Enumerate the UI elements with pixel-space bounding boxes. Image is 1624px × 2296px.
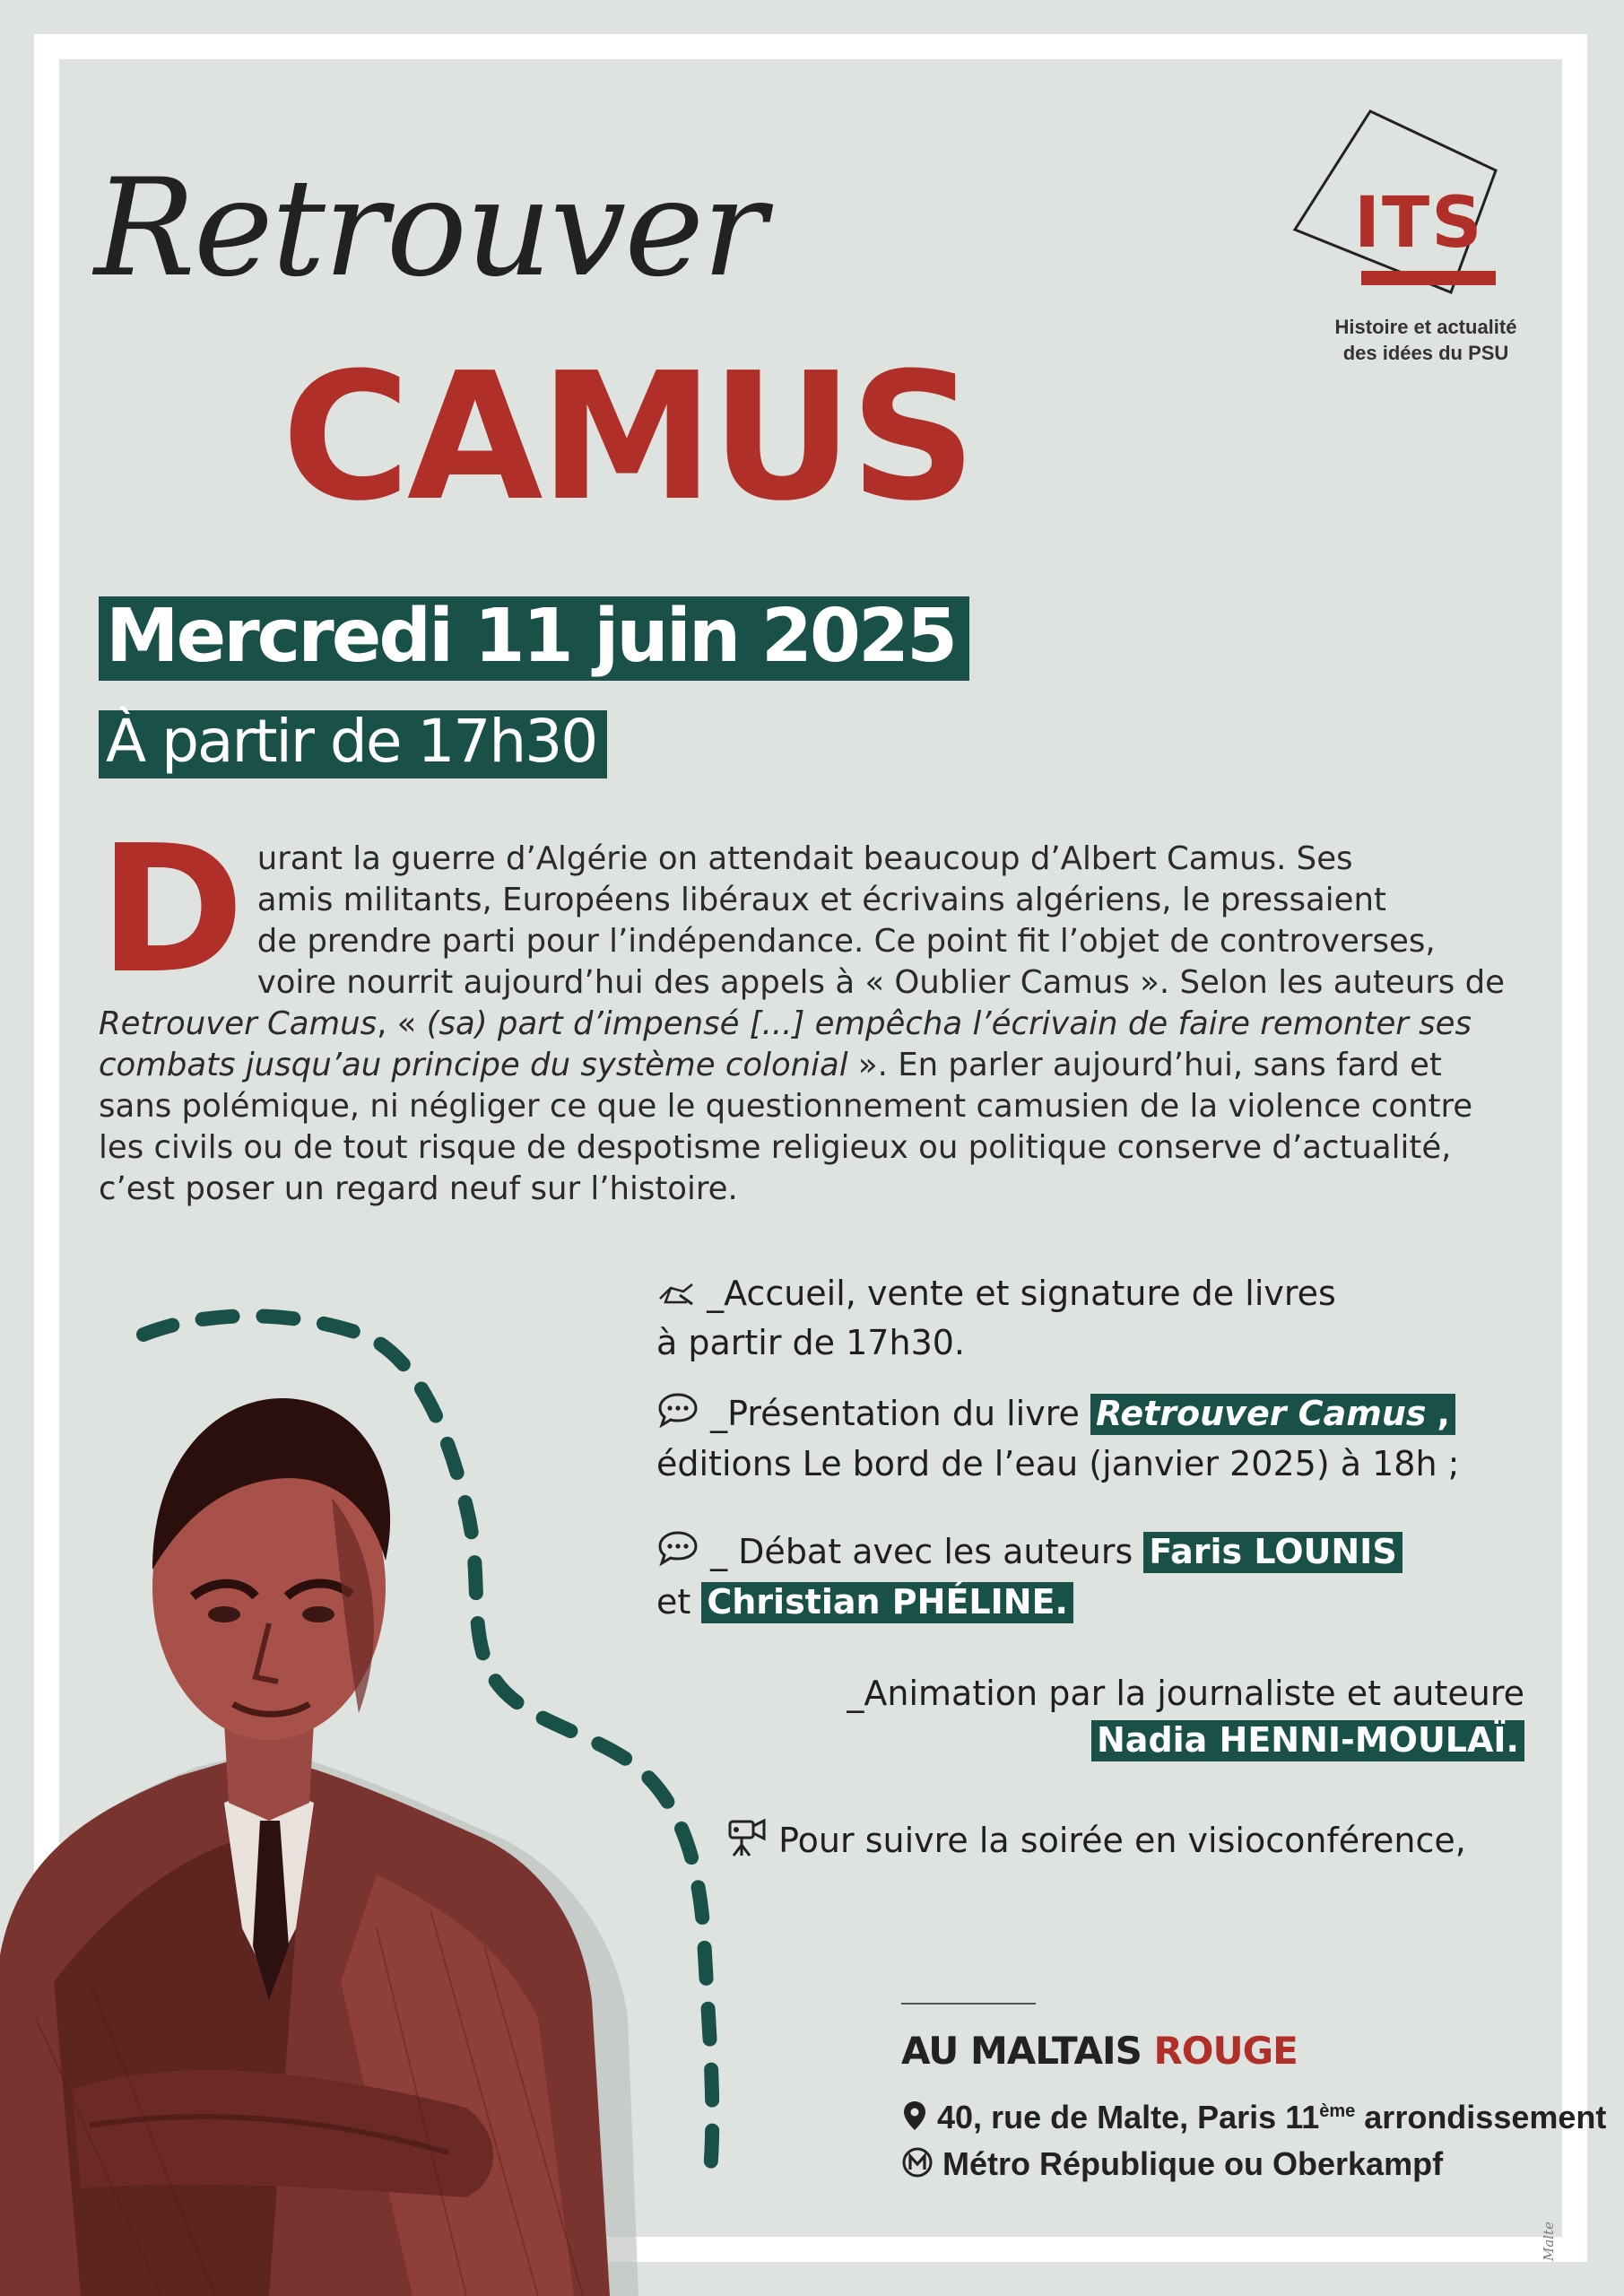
author-highlight: Faris LOUNIS bbox=[1143, 1532, 1402, 1573]
logo-caption: Histoire et actualité des idées du PSU bbox=[1334, 316, 1517, 365]
signature: Malte bbox=[1540, 2221, 1557, 2262]
venue-metro: Métro République ou Oberkampf bbox=[901, 2145, 1443, 2187]
venue-address: 40, rue de Malte, Paris 11ème arrondissement bbox=[901, 2099, 1606, 2140]
speech-bubble-icon bbox=[656, 1391, 699, 1440]
event-date: Mercredi 11 juin 2025 bbox=[99, 596, 969, 681]
program-item-debate: _ Débat avec les auteurs Faris LOUNIS et Christian PHÉLINE. bbox=[656, 1528, 1403, 1625]
location-pin-icon bbox=[901, 2100, 928, 2140]
speech-bubble-icon bbox=[656, 1529, 699, 1578]
program-item-presentation: _Présentation du livre Retrouver Camus , éditions Le bord de l’eau (janvier 2025) à 18h ; bbox=[656, 1390, 1459, 1487]
title-script: Retrouver bbox=[94, 151, 765, 307]
camus-portrait bbox=[0, 1300, 646, 2296]
event-time: À partir de 17h30 bbox=[99, 710, 607, 778]
program-item-welcome: _Accueil, vente et signature de livres à partir de 17h30. bbox=[656, 1274, 1336, 1362]
moderator-highlight: Nadia HENNI-MOULAÏ. bbox=[1091, 1720, 1524, 1761]
its-logo bbox=[1291, 106, 1524, 375]
logo-underline bbox=[1361, 271, 1496, 285]
book-title-highlight: Retrouver Camus bbox=[1090, 1394, 1432, 1435]
metro-icon bbox=[901, 2146, 934, 2187]
drop-cap: D bbox=[99, 808, 245, 1013]
program-item-video: Pour suivre la soirée en visioconférence, bbox=[726, 1816, 1466, 1869]
program-item-moderation: _Animation par la journaliste et auteure Nadia HENNI-MOULAÏ. bbox=[847, 1674, 1524, 1760]
hand-writing-icon bbox=[656, 1273, 696, 1319]
intro-paragraph: D urant la guerre d’Algérie on attendait beaucoup d’Albert Camus. Ses amis militants, Européens libéraux et écrivains algériens, le pressaient de prendre parti pour l’indépendance. Ce point fit l’objet de controverses, voire nourrit aujourd’hui des appels à « Oublier Camus ». Selon les auteurs de Retrouver Camus, « (sa) part d’impensé [...] empêcha l’écrivain de faire remonter ses combats jusqu’au principe du système colonial ». En parler aujourd’hui, sans fard et sans polémique, ni négliger ce que le questionnement camusien de la violence contre les civils ou de tout risque de despotisme religieux ou politique conserve d’actualité, c’est poser un regard neuf sur l’histoire. bbox=[99, 808, 1505, 1207]
logo-text: ITS bbox=[1354, 183, 1484, 264]
author-highlight: Christian PHÉLINE. bbox=[701, 1582, 1073, 1623]
venue-name: AU MALTAIS ROUGE bbox=[901, 2029, 1298, 2073]
title-main: CAMUS bbox=[282, 335, 973, 540]
venue-divider bbox=[901, 2003, 1036, 2005]
video-camera-icon bbox=[726, 1816, 768, 1869]
